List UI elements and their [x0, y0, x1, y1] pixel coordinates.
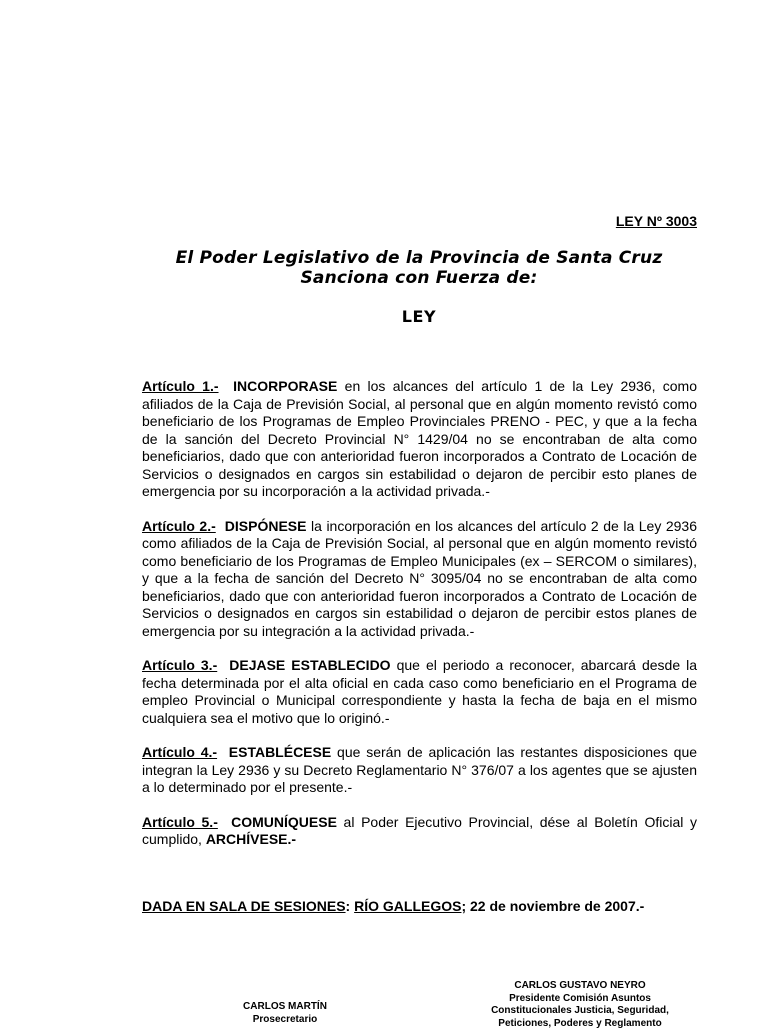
dada-place: RÍO GALLEGOS [354, 898, 461, 914]
law-number: LEY Nº 3003 [616, 213, 697, 229]
article-4 [142, 744, 697, 797]
signer-name: CARLOS GUSTAVO NEYRO [450, 980, 710, 993]
signature-left [200, 1001, 370, 1026]
heading-line-2: Sanciona con Fuerza de: [0, 268, 768, 288]
dada-prefix: DADA EN SALA DE SESIONES [142, 898, 346, 914]
signer-title-line-1: Presidente Comisión Asuntos [450, 993, 710, 1006]
legislature-heading [0, 248, 768, 288]
dada-en-sala-line [142, 898, 644, 914]
article-text: que el periodo a reconocer, abarcará desde la fecha determinada por el alta oficial en cada caso como beneficiario en el Programa de empleo Provincial o Municipal correspondiente y hasta la fecha de baja en el mismo cualquiera sea el motivo que lo originó.- [142, 657, 697, 726]
article-label: Artículo 1.- [142, 378, 219, 394]
signer-title-line-2: Constitucionales Justicia, Seguridad, [450, 1005, 710, 1018]
ley-subheading: LEY [0, 307, 768, 326]
articles-body [142, 378, 697, 866]
article-label: Artículo 2.- [142, 518, 216, 534]
article-text: en los alcances del artículo 1 de la Ley 2936, como afiliados de la Caja de Previsión Social, al personal que en algún momento revistó como beneficiario de los Programas de Empleo Provinciales PRENO - PEC, y que a la fecha de la sanción del Decreto Provincial N° 1429/04 no se encontraban de alta como beneficiarios, dado que con anterioridad fueron incorporados a Contrato de Locación de Servicios o designados en cargos sin estabilidad o dejaron de percibir esto planes de emergencia por su incorporación a la actividad privada.- [142, 378, 697, 499]
article-label: Artículo 3.- [142, 657, 217, 673]
article-5 [142, 814, 697, 849]
article-label: Artículo 5.- [142, 814, 218, 830]
article-verb: DISPÓNESE [225, 518, 307, 534]
article-1 [142, 378, 697, 501]
signer-title-line-3: Peticiones, Poderes y Reglamento [450, 1018, 710, 1030]
article-text: al Poder Ejecutivo Provincial, dése al Boletín Oficial y cumplido, [142, 814, 697, 848]
article-text: la incorporación en los alcances del artículo 2 de la Ley 2936 como afiliados de la Caja de Previsión Social, al personal que en algún momento revistó como beneficiario de los Programas de Empleo Municipales (ex – SERCOM o similares), y que a la fecha de sanción del Decreto N° 3095/04 no se encontraban de alta como beneficiarios, dado que con anterioridad fueron incorporados a Contrato de Locación de Servicios o designados en cargos sin estabilidad o dejaron de percibir estos planes de emergencia por su integración a la actividad privada.- [142, 518, 697, 639]
article-2 [142, 518, 697, 641]
heading-line-1: El Poder Legislativo de la Provincia de Santa Cruz [0, 248, 768, 268]
article-verb: INCORPORASE [233, 378, 337, 394]
dada-date: ; 22 de noviembre de 2007.- [461, 898, 644, 914]
article-label: Artículo 4.- [142, 744, 217, 760]
article-verb: DEJASE ESTABLECIDO [229, 657, 390, 673]
dada-separator: : [346, 898, 355, 914]
article-3 [142, 657, 697, 727]
signature-right [450, 980, 710, 1030]
article-verb: COMUNÍQUESE [231, 814, 337, 830]
article-verb: ESTABLÉCESE [229, 744, 331, 760]
signer-title: Prosecretario [200, 1014, 370, 1027]
signer-name: CARLOS MARTÍN [200, 1001, 370, 1014]
article-final-word: ARCHÍVESE.- [206, 831, 296, 847]
article-text: que serán de aplicación las restantes disposiciones que integran la Ley 2936 y su Decreto Reglamentario N° 376/07 a los agentes que se ajusten a lo determinado por el presente.- [142, 744, 697, 795]
